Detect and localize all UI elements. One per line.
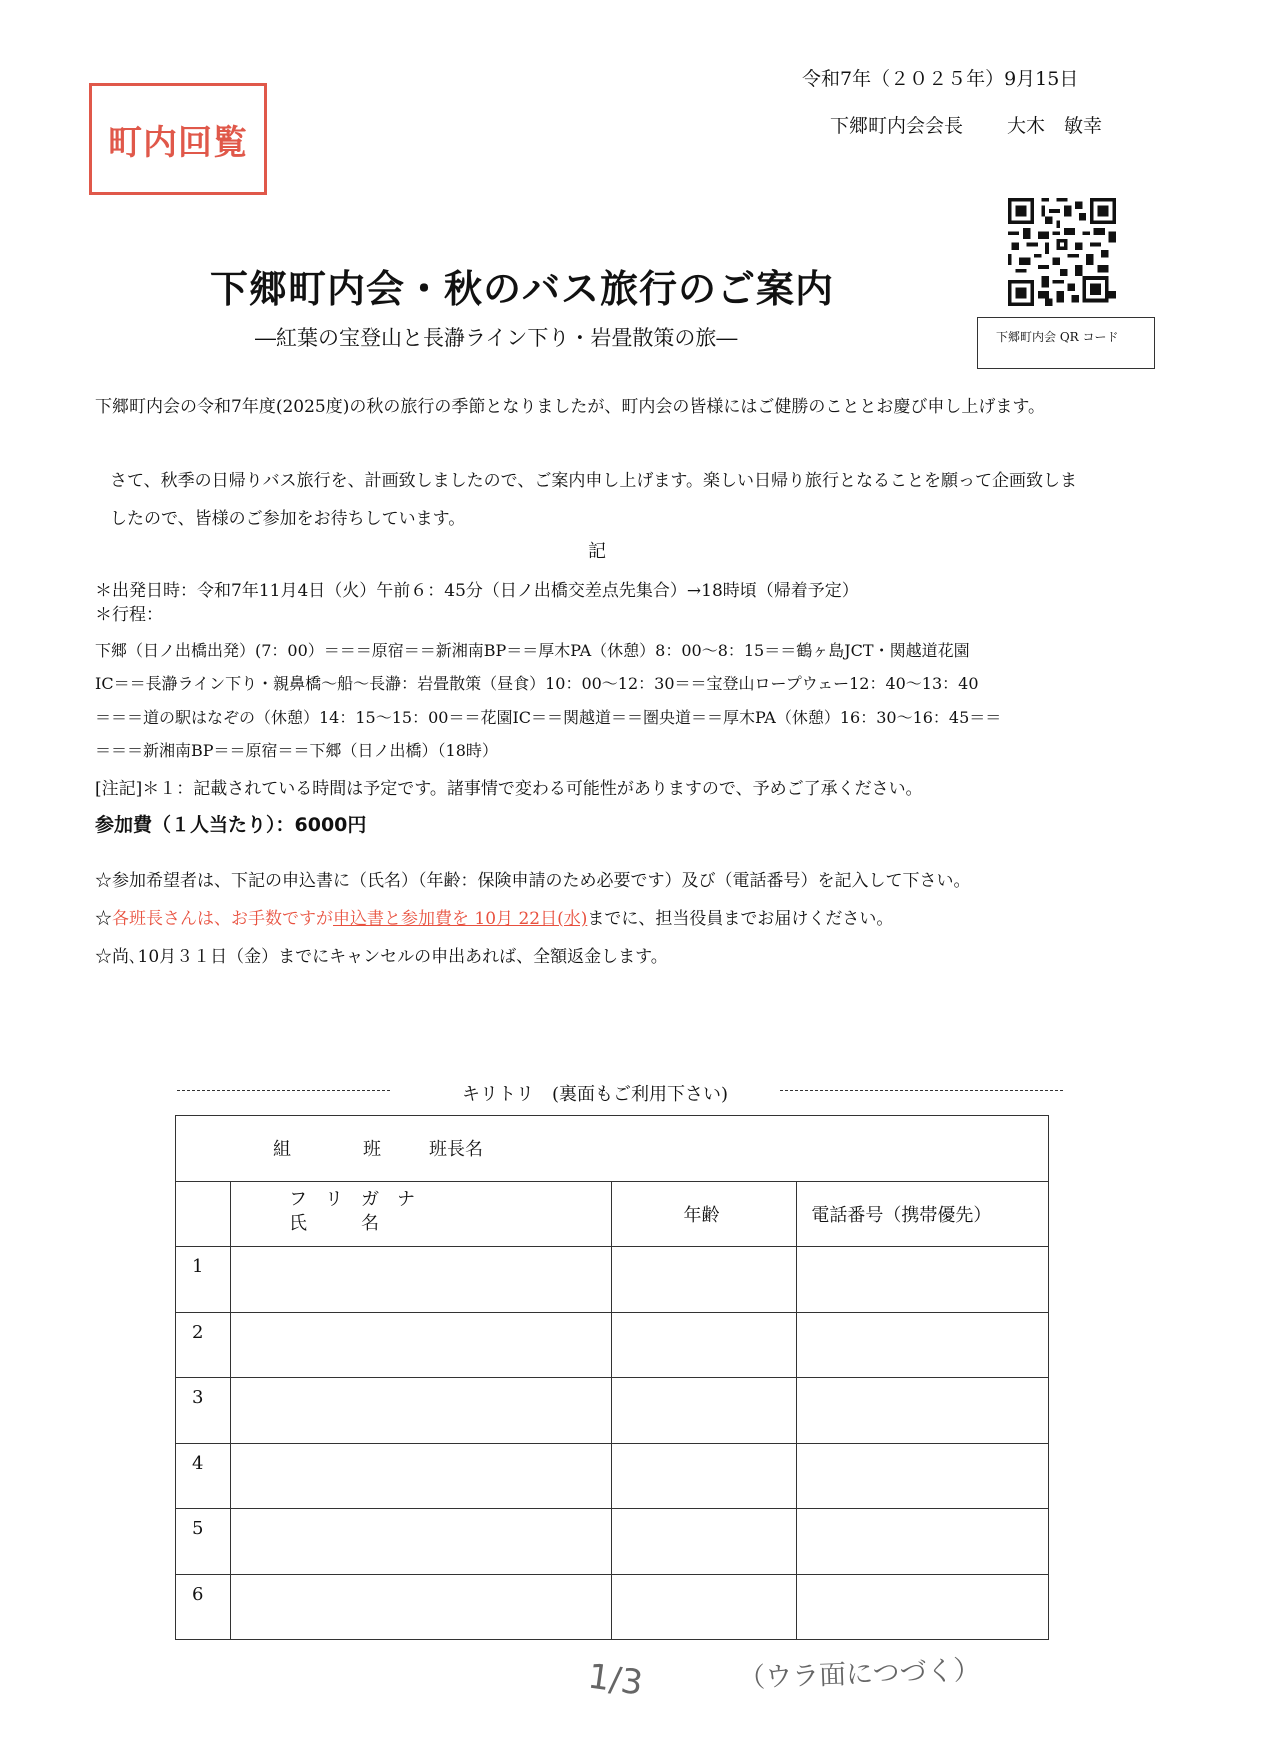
ki-heading: 記 xyxy=(588,541,606,562)
age-cell[interactable] xyxy=(611,1247,797,1313)
table-row xyxy=(176,1247,1049,1313)
table-row xyxy=(176,1509,1049,1575)
row-number: 1 xyxy=(176,1247,231,1313)
header-name xyxy=(230,1181,611,1247)
age-cell[interactable] xyxy=(611,1312,797,1378)
table-row xyxy=(176,1378,1049,1444)
han-label: 班 xyxy=(363,1139,381,1161)
itinerary-line: 下郷（日ノ出橋出発）(7：00）＝＝＝原宿＝＝新湘南BP＝＝厚木PA（休憩）8：00～8：15＝＝鶴ヶ島JCT・関越道花園 xyxy=(95,641,970,660)
name-cell[interactable] xyxy=(230,1378,611,1444)
phone-cell[interactable] xyxy=(797,1312,1049,1378)
phone-label: 電話番号（携帯優先） xyxy=(811,1204,992,1226)
shimei-label: 氏 名 xyxy=(288,1212,379,1234)
row-number: 4 xyxy=(176,1443,231,1509)
name-cell[interactable] xyxy=(230,1509,611,1575)
notice-deadline xyxy=(95,904,893,929)
greeting-paragraph: 下郷町内会の令和7年度(2025度)の秋の旅行の季節となりましたが、町内会の皆様にはご健勝のこととお慶び申し上げます。 xyxy=(95,397,1045,417)
header-age xyxy=(611,1181,797,1247)
qr-code-icon[interactable] xyxy=(1006,198,1118,306)
phone-cell[interactable] xyxy=(797,1509,1049,1575)
application-form xyxy=(175,1115,1049,1640)
group-row[interactable] xyxy=(176,1116,1049,1182)
phone-cell[interactable] xyxy=(797,1378,1049,1444)
name-cell[interactable] xyxy=(230,1312,611,1378)
table-row xyxy=(176,1443,1049,1509)
handwritten-page-number: 1/3 xyxy=(585,1656,646,1704)
row-number: 2 xyxy=(176,1312,231,1378)
table-row xyxy=(176,1574,1049,1640)
name-cell[interactable] xyxy=(230,1247,611,1313)
notice-deadline-rest: までに、担当役員までお届けください。 xyxy=(587,909,894,929)
itinerary-line: IC＝＝長瀞ライン下り・親鼻橋～船～長瀞：岩畳散策（昼食）10：00～12：30＝＝宝登山ロープウェー12：40～13：40 xyxy=(95,674,979,693)
handwritten-continued-note: （ウラ面につづく） xyxy=(737,1654,982,1695)
page-title: 下郷町内会・秋のバス旅行のご案内 xyxy=(210,267,835,311)
row-number: 3 xyxy=(176,1378,231,1444)
qr-code-label: 下郷町内会 QR コード xyxy=(977,317,1155,369)
kumi-label: 組 xyxy=(273,1139,291,1161)
cut-line-label: キリトリ (裏面もご利用下さい) xyxy=(458,1080,732,1106)
notice-application: ☆参加希望者は、下記の申込書に（氏名）（年齢：保険申請のため必要です）及び（電話番号）を記入して下さい。 xyxy=(95,871,971,891)
age-cell[interactable] xyxy=(611,1443,797,1509)
header-phone xyxy=(797,1181,1049,1247)
phone-cell[interactable] xyxy=(797,1247,1049,1313)
cut-line-right xyxy=(780,1090,1063,1091)
name-cell[interactable] xyxy=(230,1574,611,1640)
participation-fee: 参加費（１人当たり）：6000円 xyxy=(95,814,367,836)
itinerary-line: ＝＝＝新湘南BP＝＝原宿＝＝下郷（日ノ出橋）（18時） xyxy=(95,741,498,760)
circulation-stamp: 町内回覧 xyxy=(89,83,267,195)
page-subtitle: ―紅葉の宝登山と長瀞ライン下り・岩畳散策の旅― xyxy=(255,326,738,350)
notice-star: ☆ xyxy=(95,909,112,929)
notice-deadline-underlined: 申込書と参加費を 10月 22日(水) xyxy=(333,909,588,929)
intro-paragraph: さて、秋季の日帰りバス旅行を、計画致しましたので、ご案内申し上げます。楽しい日帰り旅行となることを願って企画致しましたので、皆様のご参加をお待ちしています。 xyxy=(110,471,1077,529)
age-label: 年齢 xyxy=(683,1204,720,1226)
phone-cell[interactable] xyxy=(797,1574,1049,1640)
schedule-note: [注記]＊１：記載されている時間は予定です。諸事情で変わる可能性がありますので、予めご了承ください。 xyxy=(95,779,923,799)
notice-cancellation: ☆尚､10月３１日（金）までにキャンセルの申出あれば、全額返金します。 xyxy=(95,947,668,967)
hanchou-label: 班長名 xyxy=(429,1139,483,1161)
table-row xyxy=(176,1312,1049,1378)
age-cell[interactable] xyxy=(611,1378,797,1444)
row-number: 6 xyxy=(176,1574,231,1640)
issue-date: 令和7年（２０２５年）9月15日 xyxy=(802,68,1079,90)
itinerary-label: ＊行程： xyxy=(95,605,163,625)
author-title: 下郷町内会会長 xyxy=(830,115,964,137)
furigana-label: フ リ ガ ナ xyxy=(288,1188,415,1210)
header-number xyxy=(176,1181,231,1247)
cut-line-left xyxy=(177,1090,390,1091)
departure-info: ＊出発日時：令和7年11月4日（火）午前６：45分（日ノ出橋交差点先集合）→18時頃（帰着予定） xyxy=(95,581,859,601)
name-cell[interactable] xyxy=(230,1443,611,1509)
row-number: 5 xyxy=(176,1509,231,1575)
author-name: 大木 敏幸 xyxy=(1007,115,1103,137)
notice-deadline-red: 各班長さんは、お手数ですが xyxy=(112,909,333,929)
age-cell[interactable] xyxy=(611,1509,797,1575)
author xyxy=(830,111,1102,138)
phone-cell[interactable] xyxy=(797,1443,1049,1509)
age-cell[interactable] xyxy=(611,1574,797,1640)
itinerary-line: ＝＝＝道の駅はなぞの（休憩）14：15～15：00＝＝花園IC＝＝関越道＝＝圏央道＝＝厚木PA（休憩）16：30～16：45＝＝ xyxy=(95,708,1002,727)
